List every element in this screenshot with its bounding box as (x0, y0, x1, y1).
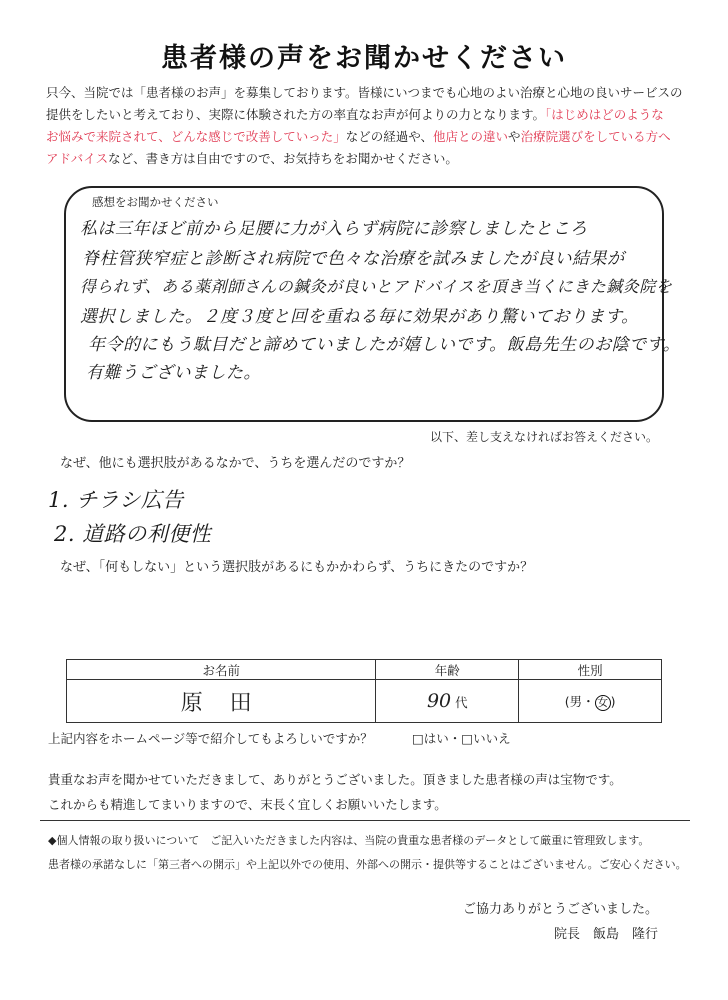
intro-highlight: お悩みで来院されて、どんな感じで改善していった」 (46, 129, 346, 144)
handwritten-line: 選択しました。２度３度と回を重ねる毎に効果があり驚いております。 (80, 307, 639, 327)
gender-cell (519, 680, 662, 723)
intro-line: や (508, 129, 521, 144)
handwritten-line: 年令的にもう駄目だと諦めていましたが嬉しいです。飯島先生のお陰です。 (88, 335, 681, 355)
handwritten-line: 得られず、ある薬剤師さんの鍼灸が良いとアドバイスを頂き当くにきた鍼灸院を (80, 277, 673, 296)
signature: 院長 飯島 隆行 (553, 927, 658, 942)
handwritten-line: 脊柱管狭窄症と診断され病院で色々な治療を試みましたが良い結果が (82, 249, 625, 269)
privacy-line: ◆個人情報の取り扱いについて ご記入いただきました内容は、当院の貴重な患者様のデータとして厳重に管理致します。 (48, 834, 650, 847)
thanks-line: 貴重なお声を聞かせていただきまして、ありがとうございました。頂きました患者様の声は宝物です。 (48, 772, 622, 787)
patient-name: 原 田 (180, 690, 262, 716)
header-name: お名前 (67, 660, 376, 680)
answer-2: 2. 道路の利便性 (54, 522, 212, 546)
age-unit: 代 (455, 695, 468, 710)
optional-note: 以下、差し支えなければお答えください。 (429, 430, 658, 444)
age-cell (376, 680, 519, 723)
feedback-label: 感想をお聞かせください (92, 195, 219, 209)
gender-open: (男・ (564, 693, 595, 709)
question-2: なぜ、「何もしない」という選択肢があるにもかかわらず、うちにきたのですか？ (60, 560, 534, 575)
page-title: 患者様の声をお聞かせください (161, 43, 567, 74)
name-cell (67, 680, 376, 723)
privacy-line: 患者様の承諾なしに「第三者への開示」や上記以外での使用、外部への開示・提供等することはございません。ご安心ください。 (48, 858, 687, 871)
gender-close: ) (610, 693, 616, 709)
header-age: 年齢 (376, 660, 519, 680)
intro-line: など、書き方は自由ですので、お気持ちをお聞かせください。 (108, 151, 458, 166)
permission-options: □はい・□いいえ (412, 731, 511, 746)
handwritten-line: 私は三年ほど前から足腰に力が入らず病院に診察しましたところ (80, 219, 588, 239)
intro-highlight: 他店との違い (433, 129, 509, 144)
intro-highlight: 治療院選びをしている方へ (520, 129, 671, 144)
intro-highlight: アドバイス (46, 151, 109, 166)
thanks-line: これからも精進してまいりますので、末長く宜しくお願いいたします。 (48, 797, 447, 812)
patient-info-table (66, 659, 662, 723)
gender-selected: 女 (595, 695, 611, 711)
answer-1: 1. チラシ広告 (48, 488, 184, 512)
intro-line: 提供をしたいと考えており、実際に体験された方の率直なお声が何よりの力となります。 (46, 107, 546, 122)
intro-line: などの経過や、 (345, 129, 434, 144)
header-gender: 性別 (519, 660, 662, 680)
divider (40, 820, 690, 821)
closing-thanks: ご協力ありがとうございました。 (462, 902, 658, 917)
question-1: なぜ、他にも選択肢があるなかで、うちを選んだのですか？ (60, 456, 411, 471)
handwritten-line: 有難うございました。 (86, 363, 261, 383)
intro-line: 只今、当院では「患者様のお声」を募集しております。皆様にいつまでも心地のよい治療と心地の良いサービスの (46, 85, 683, 100)
intro-paragraph (46, 82, 686, 170)
intro-highlight: 「はじめはどのような (545, 107, 664, 122)
permission-question: 上記内容をホームページ等で紹介してもよろしいですか？ (48, 731, 373, 746)
age-value: 90 (426, 690, 452, 712)
